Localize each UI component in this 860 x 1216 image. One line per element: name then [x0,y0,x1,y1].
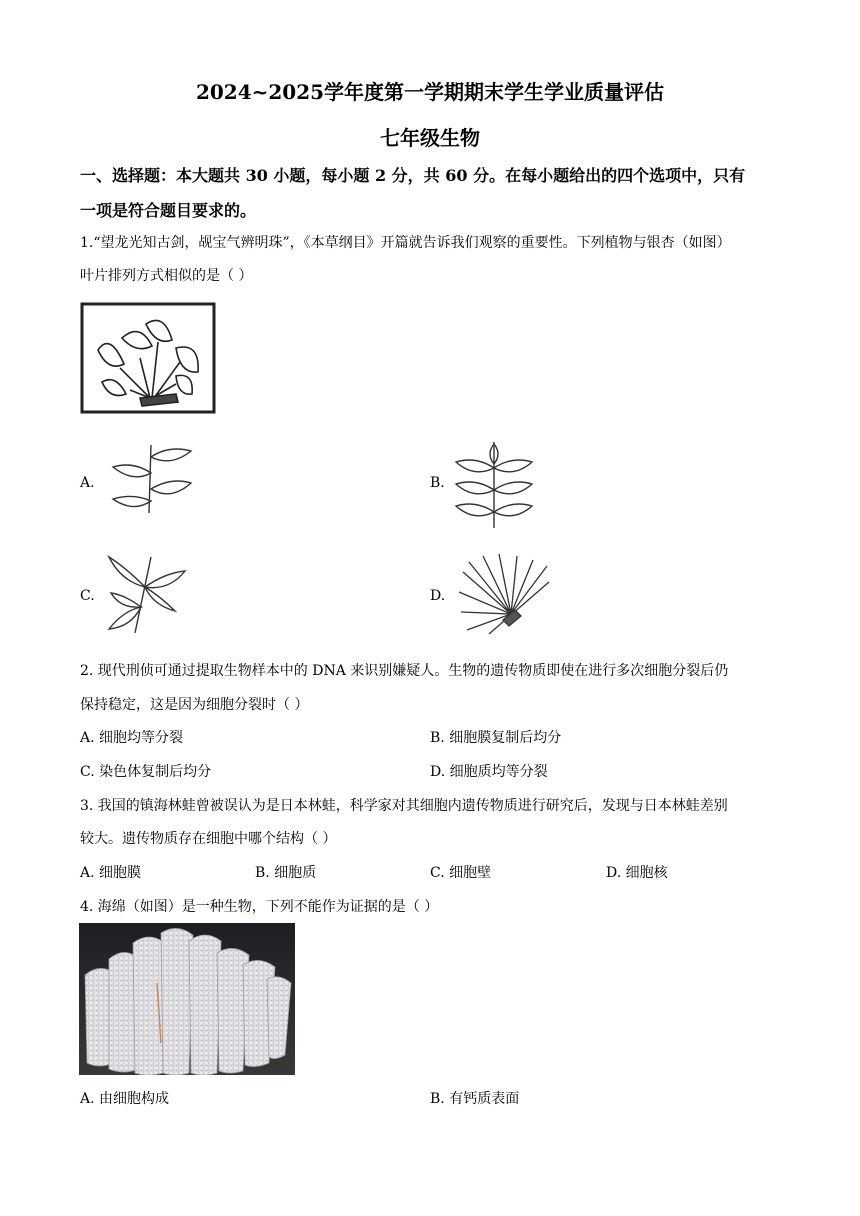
q1-option-d[interactable]: D. [430,588,446,604]
question-2-line2: 保持稳定，这是因为细胞分裂时（ ） [80,697,309,713]
alternate-leaf-figure [105,443,197,515]
q2-option-b[interactable]: B. 细胞膜复制后均分 [430,730,562,746]
exam-subtitle: 七年级生物 [380,126,480,150]
q3-option-d[interactable]: D. 细胞核 [606,865,668,881]
q1-option-a[interactable]: A. [80,475,95,491]
q2-option-c[interactable]: C. 染色体复制后均分 [80,764,212,780]
section-heading-line1: 一、选择题：本大题共 30 小题，每小题 2 分，共 60 分。在每小题给出的四个选项中，只有 [80,166,746,185]
ginkgo-figure [80,302,216,414]
opposite-leaf-figure [452,440,536,530]
q2-option-d[interactable]: D. 细胞质均等分裂 [430,764,548,780]
q2-option-a[interactable]: A. 细胞均等分裂 [80,730,184,746]
q1-option-c[interactable]: C. [80,588,95,604]
sponge-photo [79,923,295,1075]
question-1-line2: 叶片排列方式相似的是（ ） [80,268,253,284]
question-3-line2: 较大。遗传物质存在细胞中哪个结构（ ） [80,831,337,847]
clustered-needle-figure [455,552,555,636]
section-heading-line2: 一项是符合题目要求的。 [80,201,257,220]
question-1-line1: 1.“望龙光知古剑，觇宝气辨明珠”，《本草纲目》开篇就告诉我们观察的重要性。下列植物与银杏（如图） [80,235,731,251]
q1-option-b[interactable]: B. [430,475,445,491]
q3-option-a[interactable]: A. 细胞膜 [80,865,142,881]
question-3-line1: 3. 我国的镇海林蛙曾被误认为是日本林蛙，科学家对其细胞内遗传物质进行研究后，发现与日本林蛙差别 [80,798,728,814]
whorled-leaf-figure [105,553,189,635]
q4-option-b[interactable]: B. 有钙质表面 [430,1091,520,1107]
q4-option-a[interactable]: A. 由细胞构成 [80,1091,170,1107]
exam-title: 2024~2025学年度第一学期期末学生学业质量评估 [195,80,665,104]
question-2-line1: 2. 现代刑侦可通过提取生物样本中的 DNA 来识别嫌疑人。生物的遗传物质即使在进行多次细胞分裂后仍 [80,663,729,679]
question-4-line1: 4. 海绵（如图）是一种生物，下列不能作为证据的是（ ） [80,899,439,915]
q3-option-c[interactable]: C. 细胞壁 [430,865,492,881]
q3-option-b[interactable]: B. 细胞质 [255,865,317,881]
